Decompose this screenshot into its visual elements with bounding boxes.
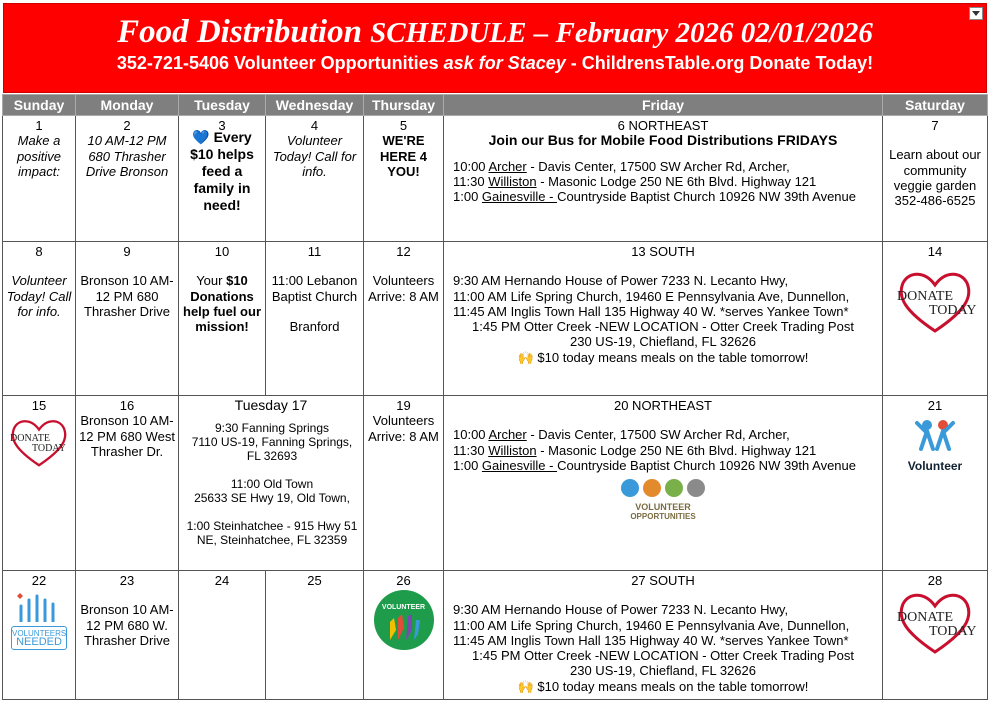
tuesday-heading: Tuesday 17 — [234, 397, 308, 413]
donate-today-image: DONATE TODAY — [895, 588, 975, 656]
day-number: 22 — [31, 573, 47, 588]
stop-line: 9:30 AM Hernando House of Power 7233 N. Lecanto Hwy, — [453, 273, 789, 289]
day-header-friday: Friday — [444, 95, 883, 116]
volunteer-circle-image: VOLUNTEER — [373, 590, 435, 650]
day-number: 26 — [396, 573, 411, 588]
day-cell-4 — [266, 116, 364, 242]
day-cell-20 — [444, 396, 883, 571]
day-number: 1 — [35, 118, 43, 133]
day-cell-21 — [883, 396, 988, 571]
day-cell-28 — [883, 571, 988, 700]
cell-text: Your $10 Donations help fuel our mission! — [183, 273, 261, 335]
day-cell-11 — [266, 242, 364, 396]
day-number: 8 — [35, 244, 43, 259]
stop-line: 1:00 Gainesville - Countryside Baptist Church 10926 NW 39th Avenue — [453, 457, 856, 473]
tagline: 🙌 $10 today means meals on the table tomorrow! — [517, 349, 809, 365]
blue-heart-icon: 💙 — [192, 129, 210, 146]
day-number: 23 — [119, 573, 135, 588]
day-cell-19 — [364, 396, 444, 571]
week-row-1 — [3, 116, 988, 242]
week-row-4 — [3, 571, 988, 700]
day-cell-23 — [76, 571, 179, 700]
week-row-3 — [3, 396, 988, 571]
stop-line: 10:00 Archer - Davis Center, 17500 SW Archer Rd, Archer, — [453, 158, 790, 174]
day-header-row — [3, 95, 988, 116]
tuesday-stops: 9:30 Fanning Springs 7110 US-19, Fanning Springs, FL 32693 11:00 Old Town 25633 SE Hwy 19, Old Town, 1:00 Steinhatchee - 915 Hwy 51 NE, Steinhatchee, FL 32359 — [186, 421, 358, 548]
cell-text: WE'RE HERE 4 YOU! — [380, 133, 427, 179]
cell-text: Make a positive impact: — [16, 133, 62, 179]
cell-text: 11:00 Lebanon Baptist Church — [271, 273, 358, 304]
day-header-thursday: Thursday — [364, 95, 444, 116]
dropdown-toggle-icon[interactable] — [969, 7, 983, 20]
day-header-sunday: Sunday — [3, 95, 76, 116]
raised-hands-icon: 🙌 — [517, 349, 534, 365]
day-cell-5 — [364, 116, 444, 242]
day-number: 14 — [927, 244, 943, 259]
cell-text: Volunteers Arrive: 8 AM — [368, 413, 439, 444]
day-number: 10 — [214, 244, 230, 259]
schedule-header — [3, 3, 987, 93]
day-cell-8 — [3, 242, 76, 396]
day-cell-15 — [3, 396, 76, 571]
page-title: Food Distribution SCHEDULE – February 2026 02/01/2026 — [117, 14, 873, 50]
volunteers-needed-image: VOLUNTEERS NEEDED — [11, 592, 67, 649]
cell-text: Volunteers Arrive: 8 AM — [368, 273, 439, 304]
day-cell-7 — [883, 116, 988, 242]
day-cell-1 — [3, 116, 76, 242]
friday-heading: 13 SOUTH — [631, 244, 695, 259]
day-header-monday: Monday — [76, 95, 179, 116]
stop-line: 230 US-19, Chiefland, FL 32626 — [570, 334, 756, 350]
day-header-wednesday: Wednesday — [266, 95, 364, 116]
stop-line: 1:45 PM Otter Creek -NEW LOCATION - Otter Creek Trading Post — [472, 319, 854, 335]
day-cell-22 — [3, 571, 76, 700]
cell-text: 💙 Every $10 helps feed a family in need! — [190, 129, 254, 214]
day-cell-17 — [179, 396, 364, 571]
day-cell-2 — [76, 116, 179, 242]
stop-line: 1:45 PM Otter Creek -NEW LOCATION - Otter Creek Trading Post — [472, 648, 854, 664]
day-header-tuesday: Tuesday — [179, 95, 266, 116]
calendar-table — [2, 94, 988, 700]
day-number: 21 — [927, 398, 943, 413]
day-number: 2 — [123, 118, 131, 133]
stop-line: 11:45 AM Inglis Town Hall 135 Highway 40 W. *serves Yankee Town* — [453, 632, 849, 648]
day-number: 12 — [396, 244, 411, 259]
cell-text: Bronson 10 AM-12 PM 680 West Thrasher Dr. — [79, 413, 175, 459]
day-number: 24 — [214, 573, 230, 588]
raised-hands-icon: 🙌 — [517, 678, 534, 694]
day-cell-13 — [444, 242, 883, 396]
day-cell-26 — [364, 571, 444, 700]
stop-line: 11:30 Williston - Masonic Lodge 250 NE 6th Blvd. Highway 121 — [453, 442, 817, 458]
stop-line: 9:30 AM Hernando House of Power 7233 N. Lecanto Hwy, — [453, 602, 789, 618]
day-number: 4 — [310, 118, 319, 133]
cell-text: Branford — [289, 318, 340, 334]
stop-line: 230 US-19, Chiefland, FL 32626 — [570, 663, 756, 679]
day-number: 5 — [399, 118, 408, 133]
cell-text: Learn about our community veggie garden 352-486-6525 — [889, 147, 981, 209]
bus-banner: Join our Bus for Mobile Food Distributions FRIDAYS — [488, 132, 838, 149]
day-cell-9 — [76, 242, 179, 396]
donate-today-image: DONATE TODAY — [8, 415, 70, 469]
stop-line: 11:00 AM Life Spring Church, 19460 E Pennsylvania Ave, Dunnellon, — [453, 617, 850, 633]
cell-text: Volunteer Today! Call for info. — [6, 273, 72, 319]
page-subtitle: 352-721-5406 Volunteer Opportunities ask for Stacey - ChildrensTable.org Donate Today! — [116, 53, 874, 73]
day-cell-3 — [179, 116, 266, 242]
day-number: 28 — [927, 573, 943, 588]
cell-text: Bronson 10 AM-12 PM 680 Thrasher Drive — [80, 273, 174, 319]
stop-line: 11:00 AM Life Spring Church, 19460 E Pennsylvania Ave, Dunnellon, — [453, 288, 850, 304]
donate-today-image: DONATE TODAY — [895, 267, 975, 335]
day-cell-14 — [883, 242, 988, 396]
stop-line: 11:45 AM Inglis Town Hall 135 Highway 40 W. *serves Yankee Town* — [453, 303, 849, 319]
day-header-saturday: Saturday — [883, 95, 988, 116]
volunteer-opportunities-image: VOLUNTEER OPPORTUNITIES — [618, 477, 708, 522]
day-number: 3 — [218, 118, 226, 133]
day-cell-24 — [179, 571, 266, 700]
day-cell-10 — [179, 242, 266, 396]
day-cell-12 — [364, 242, 444, 396]
friday-heading: 27 SOUTH — [631, 573, 695, 588]
day-cell-16 — [76, 396, 179, 571]
day-number: 16 — [119, 398, 135, 413]
tagline: 🙌 $10 today means meals on the table tomorrow! — [517, 678, 809, 694]
cell-text: 10 AM-12 PM 680 Thrasher Drive Bronson — [85, 133, 169, 179]
friday-heading: 6 NORTHEAST — [617, 118, 709, 133]
week-row-2 — [3, 242, 988, 396]
volunteer-image: Volunteer — [899, 415, 971, 474]
day-cell-27 — [444, 571, 883, 700]
cell-text: Volunteer Today! Call for info. — [272, 133, 357, 179]
stop-line: 10:00 Archer - Davis Center, 17500 SW Archer Rd, Archer, — [453, 427, 790, 443]
day-number: 7 — [931, 118, 939, 133]
day-number: 15 — [31, 398, 47, 413]
day-number: 11 — [307, 244, 322, 259]
friday-heading: 20 NORTHEAST — [613, 398, 712, 413]
stop-line: 11:30 Williston - Masonic Lodge 250 NE 6th Blvd. Highway 121 — [453, 173, 817, 189]
stop-line: 1:00 Gainesville - Countryside Baptist Church 10926 NW 39th Avenue — [453, 189, 856, 205]
day-cell-25 — [266, 571, 364, 700]
day-number: 25 — [307, 573, 322, 588]
day-cell-6 — [444, 116, 883, 242]
day-number: 19 — [396, 398, 411, 413]
cell-text: Bronson 10 AM-12 PM 680 W. Thrasher Drive — [80, 602, 174, 648]
day-number: 9 — [123, 244, 131, 259]
